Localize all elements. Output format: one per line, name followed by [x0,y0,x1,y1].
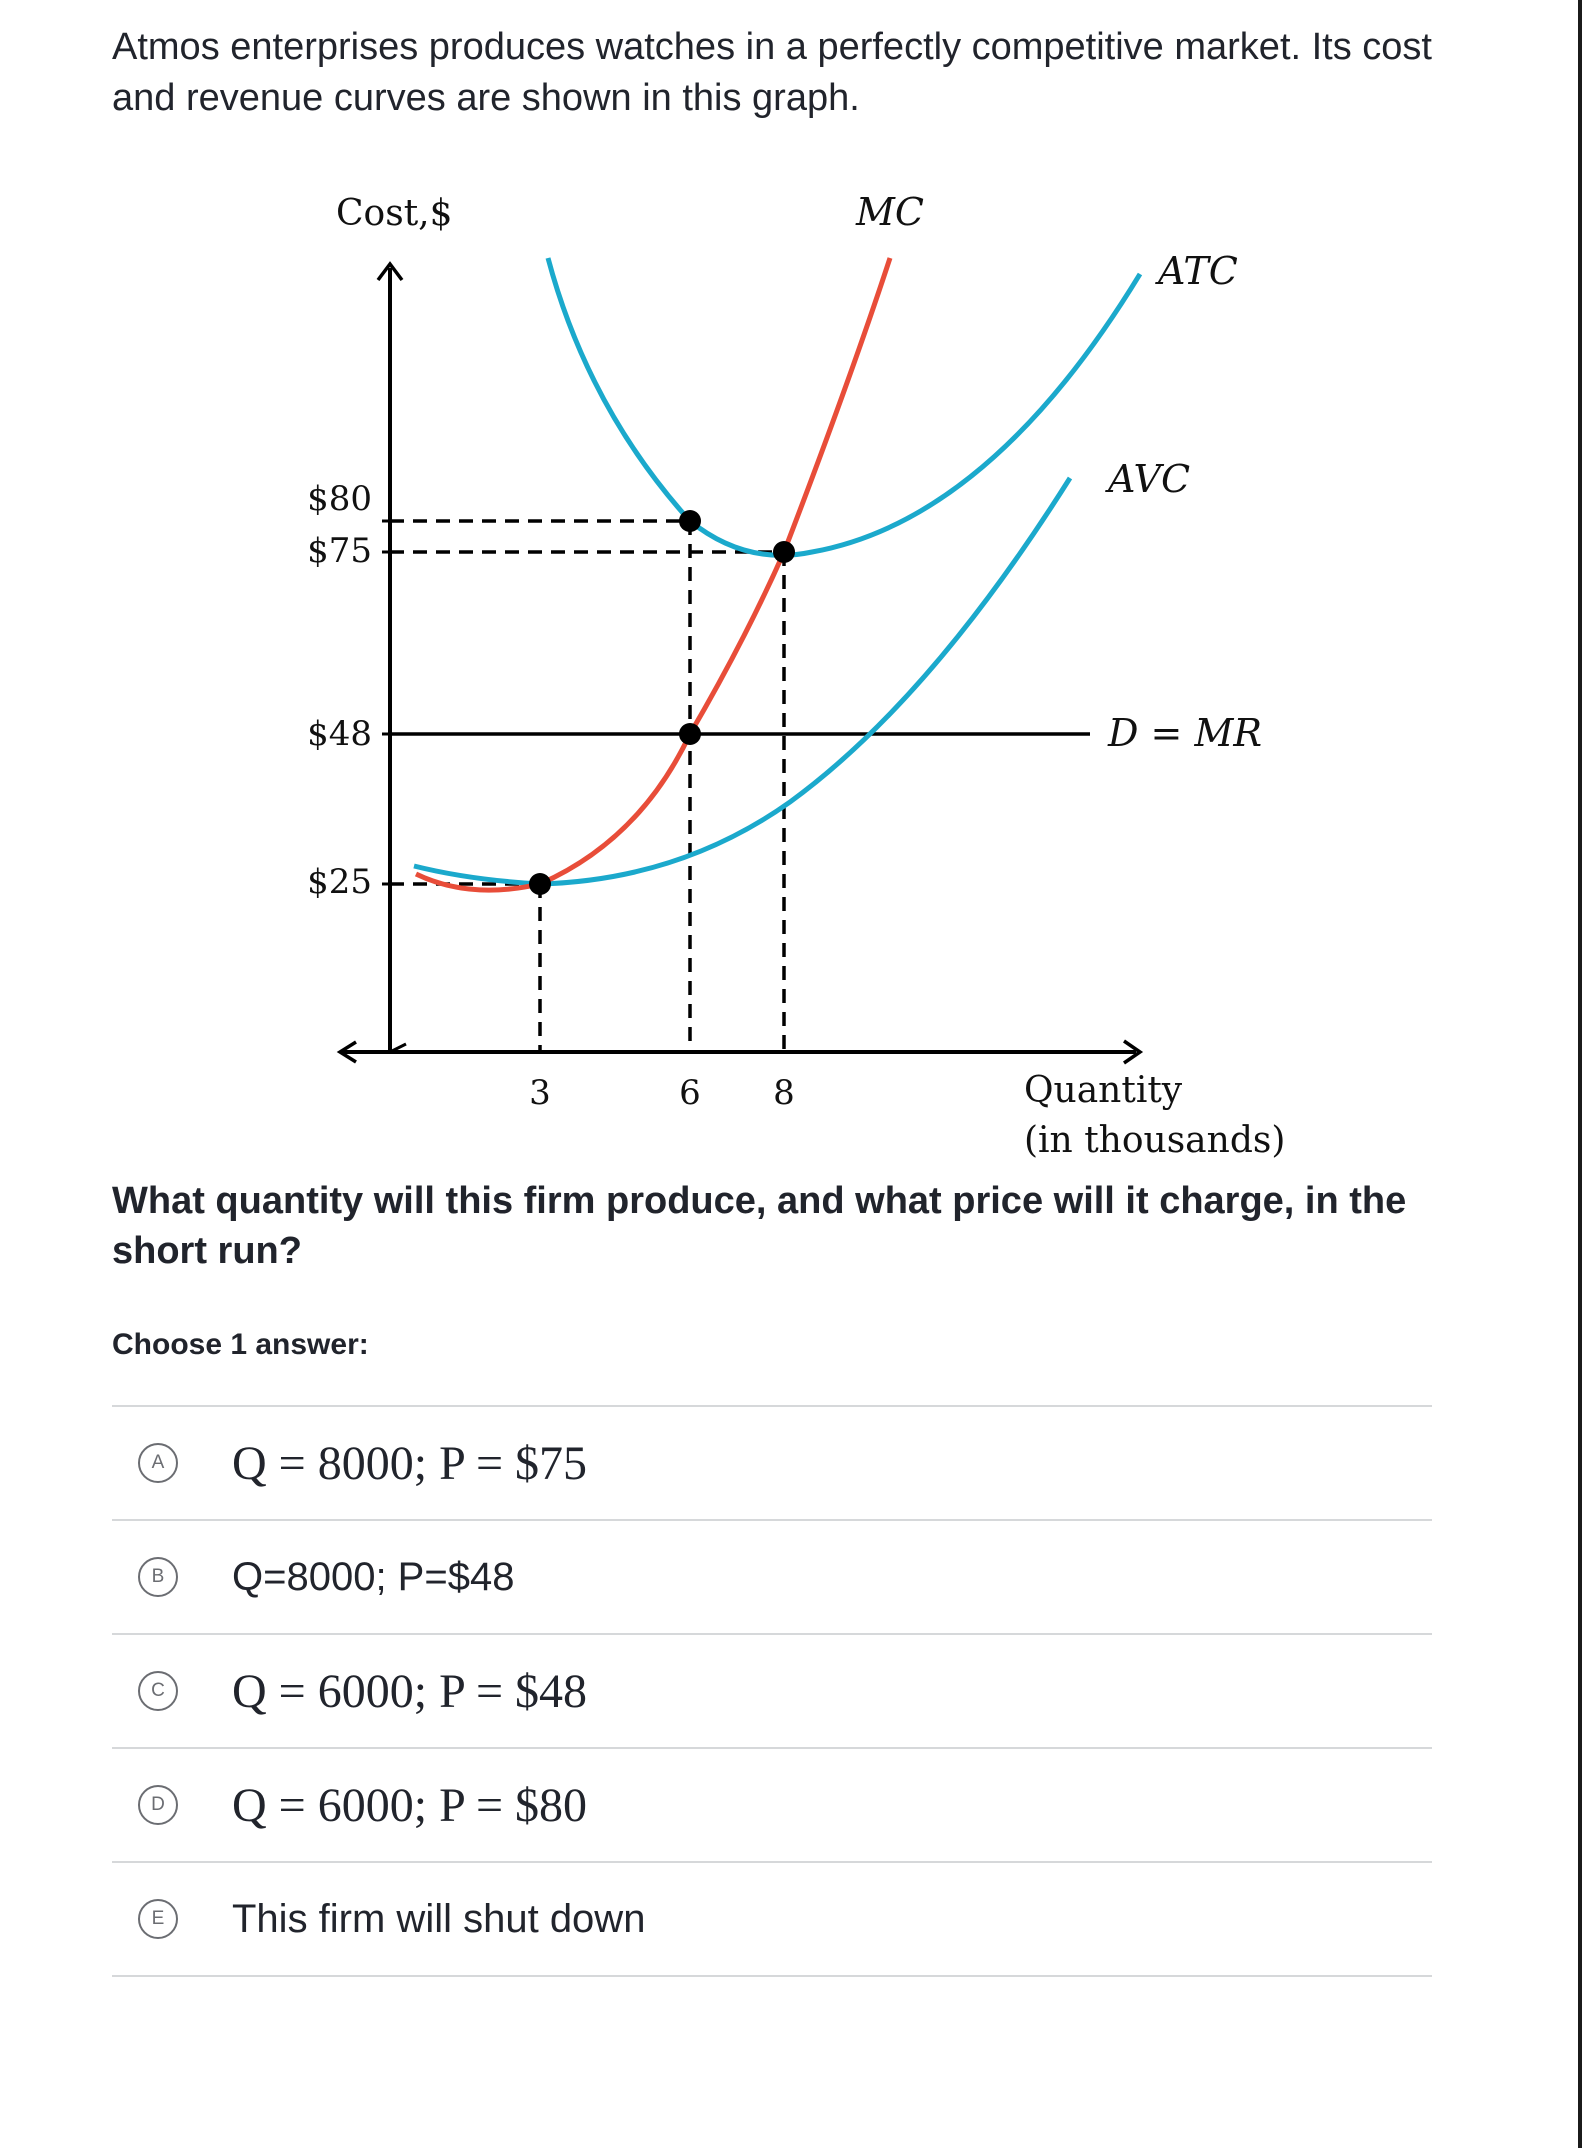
dmr-label: D = MR [1108,711,1262,755]
choice-d-letter: D [138,1785,178,1825]
question-text: What quantity will this firm produce, and what price will it charge, in the short run? [112,1180,1407,1272]
atc-label: ATC [1158,249,1238,293]
y-tick-label-80: $80 [307,479,372,519]
choice-e-text: This firm will shut down [232,1896,646,1941]
x-axis-label-line1: Quantity [1024,1070,1183,1111]
point-atc-q6 [679,510,701,532]
avc-curve [414,478,1070,884]
avc-label: AVC [1108,457,1191,501]
point-atc-min [773,541,795,563]
y-axis-label: Cost,$ [336,193,453,234]
y-tick-label-48: $48 [307,714,372,754]
x-tick-label-8: 8 [773,1073,795,1113]
point-avc-min [529,873,551,895]
point-mr-q6 [679,723,701,745]
choice-e-letter: E [138,1899,178,1939]
choice-b-text: Q=8000; P=$48 [232,1554,515,1599]
choice-c-letter: C [138,1671,178,1711]
choice-e[interactable] [112,1861,1432,1977]
x-axis-label-line2: (in thousands) [1024,1120,1286,1161]
choice-a-text: Q = 8000; P = $75 [232,1436,588,1490]
choice-d[interactable] [112,1747,1432,1861]
mc-curve [416,258,890,890]
x-tick-label-6: 6 [679,1073,701,1113]
intro-text: Atmos enterprises produces watches in a perfectly competitive market. Its cost and revenue curves are shown in this graph. [112,26,1432,119]
choice-b[interactable] [112,1519,1432,1633]
choice-c-text: Q = 6000; P = $48 [232,1664,588,1718]
x-tick-label-3: 3 [529,1073,551,1113]
choose-label: Choose 1 answer: [112,1328,369,1361]
choice-b-letter: B [138,1557,178,1597]
choice-c[interactable] [112,1633,1432,1747]
choice-a-letter: A [138,1443,178,1483]
choice-a[interactable] [112,1405,1432,1519]
answer-choices [112,1405,1432,1977]
mc-label: MC [856,190,924,234]
choice-d-text: Q = 6000; P = $80 [232,1778,588,1832]
y-tick-label-75: $75 [307,531,372,571]
y-tick-label-25: $25 [307,862,372,902]
